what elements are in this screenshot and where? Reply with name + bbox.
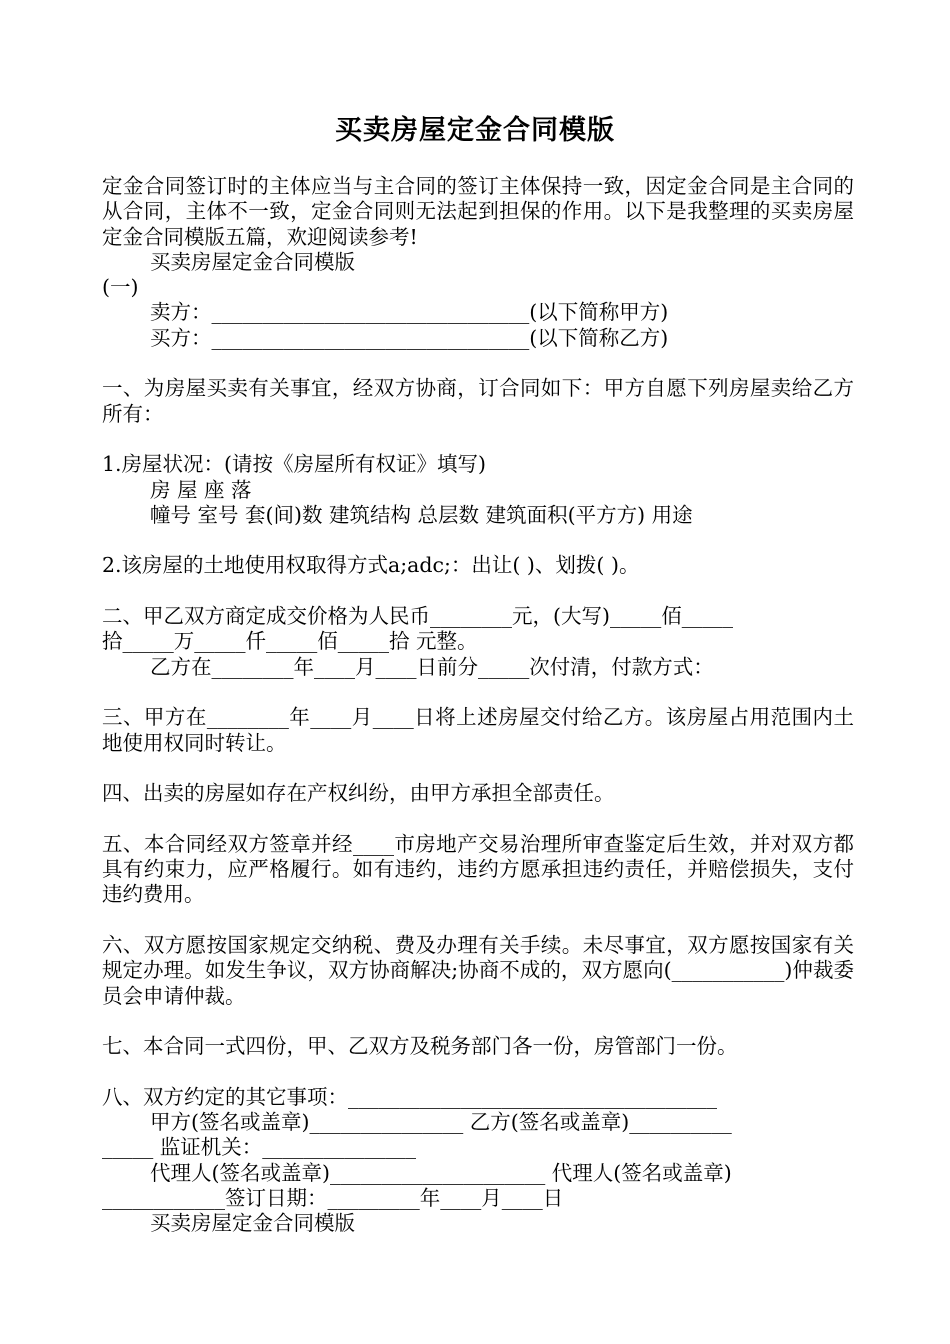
intro-paragraph: 定金合同签订时的主体应当与主合同的签订主体保持一致，因定金合同是主合同的从合同，主体不一致，定金合同则无法起到担保的作用。以下是我整理的买卖房屋定金合同模版五篇，欢迎阅读参考! [102,174,854,249]
section-number: (一) [102,275,139,300]
signature-line-2: _____ 监证机关：_______________ [102,1135,417,1160]
clause-5: 五、本合同经双方签章并经____市房地产交易治理所审查鉴定后生效，并对双方都具有约束力，应严格履行。如有违约，违约方愿承担违约责任，并赔偿损失，支付违约费用。 [102,831,854,907]
clause-2-line-2: 拾_____万_____仟_____佰_____拾 元整。 [102,629,478,654]
section-heading: 买卖房屋定金合同模版 [150,249,355,274]
seller-line: 卖方：_______________________________(以下简称甲方) [150,300,669,325]
clause-3: 三、甲方在________年____月____日将上述房屋交付给乙方。该房屋占用范围内土地使用权同时转让。 [102,705,854,755]
clause-6: 六、双方愿按国家规定交纳税、费及办理有关手续。未尽事宜，双方愿按国家有关规定办理。如发生争议，双方协商解决;协商不成的，双方愿向(___________)仲裁委员会申请仲裁。 [102,932,854,1008]
item-1-header-row-1: 房 屋 座 落 [150,477,252,502]
clause-2-line-1: 二、甲乙双方商定成交价格为人民币________元，(大写)_____佰_____ [102,604,733,629]
buyer-line: 买方：_______________________________(以下简称乙方) [150,325,669,350]
item-1-header-row-2: 幢号 室号 套(间)数 建筑结构 总层数 建筑面积(平方方) 用途 [150,502,693,527]
signature-line-3: 代理人(签名或盖章)_____________________ 代理人(签名或盖章) [150,1160,732,1185]
clause-7: 七、本合同一式四份，甲、乙双方及税务部门各一份，房管部门一份。 [102,1034,738,1059]
signature-line-1: 甲方(签名或盖章)_______________ 乙方(签名或盖章)__________ [150,1109,732,1134]
clause-8: 八、双方约定的其它事项：____________________________________ [102,1084,717,1109]
section-heading-2: 买卖房屋定金合同模版 [150,1211,355,1236]
clause-4: 四、出卖的房屋如存在产权纠纷，由甲方承担全部责任。 [102,781,615,806]
clause-1: 一、为房屋买卖有关事宜，经双方协商，订合同如下：甲方自愿下列房屋卖给乙方所有： [102,376,854,426]
signature-line-4 [102,1186,854,1211]
signature-line-4-lead: ____________ [102,1185,225,1210]
item-1: 1.房屋状况：(请按《房屋所有权证》填写) [102,452,487,477]
document-title: 买卖房屋定金合同模版 [335,115,615,146]
item-2: 2.该房屋的土地使用权取得方式a;adc;：出让( )、划拨( )。 [102,553,640,578]
signing-date: 签订日期：_________年____月____日 [225,1185,564,1210]
clause-2-line-3: 乙方在________年____月____日前分_____次付清，付款方式： [150,654,714,679]
document-body [102,174,854,1236]
